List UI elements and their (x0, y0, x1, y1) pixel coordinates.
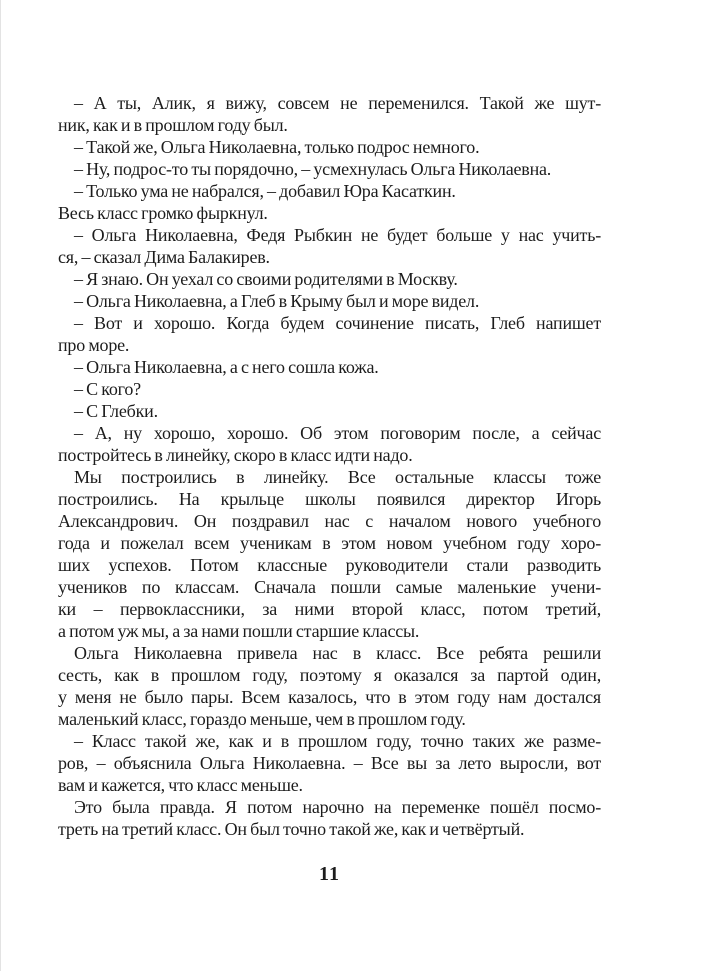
paragraph (58, 290, 601, 312)
text-line: а потом уж мы, а за нами пошли старшие классы. (58, 621, 420, 641)
paragraph (58, 422, 601, 466)
text-line: – Ольга Николаевна, а Глеб в Крыму был и море видел. (74, 291, 480, 311)
text-line: про море. (58, 335, 130, 355)
text-line: – Ольга Николаевна, а с него сошла кожа. (74, 357, 379, 377)
text-line: сесть, как в прошлом году, поэтому я оказался за партой один, (58, 665, 601, 685)
text-line: – Такой же, Ольга Николаевна, только подрос немного. (74, 137, 480, 157)
text-line: учеников по классам. Сначала пошли самые маленькие учени- (58, 577, 601, 597)
text-line: – А ты, Алик, я вижу, совсем не переменился. Такой же шут- (74, 93, 601, 113)
text-line: – С кого? (74, 379, 141, 399)
paragraph (58, 466, 601, 642)
text-line: – Ну, подрос-то ты порядочно, – усмехнулась Ольга Николаевна. (74, 159, 552, 179)
text-line: Весь класс громко фыркнул. (58, 203, 268, 223)
paragraph (58, 202, 601, 224)
paragraph (58, 356, 601, 378)
text-line: – Я знаю. Он уехал со своими родителями в Москву. (74, 269, 458, 289)
text-line: ших успехов. Потом классные руководители стали разводить (58, 555, 601, 575)
text-line: ров, – объяснила Ольга Николаевна. – Все вы за лето выросли, вот (58, 753, 601, 773)
text-block (58, 92, 601, 840)
text-line: – А, ну хорошо, хорошо. Об этом поговорим после, а сейчас (74, 423, 601, 443)
paragraph (58, 224, 601, 268)
text-line: у меня не было пары. Всем казалось, что в этом году нам достался (58, 687, 601, 707)
paragraph (58, 796, 601, 840)
text-line: Это была правда. Я потом нарочно на переменке пошёл посмо- (74, 797, 601, 817)
text-line: – Ольга Николаевна, Федя Рыбкин не будет больше у нас учить- (74, 225, 601, 245)
paragraph (58, 378, 601, 400)
text-line: построились. На крыльце школы появился директор Игорь (58, 489, 601, 509)
paragraph (58, 642, 601, 730)
paragraph (58, 158, 601, 180)
paragraph (58, 180, 601, 202)
paragraph (58, 312, 601, 356)
paragraph (58, 136, 601, 158)
paragraph (58, 400, 601, 422)
text-line: ки – первоклассники, за ними второй класс, потом третий, (58, 599, 601, 619)
text-line: маленький класс, гораздо меньше, чем в прошлом году. (58, 709, 466, 729)
text-line: – Только ума не набрался, – добавил Юра Касаткин. (74, 181, 456, 201)
text-line: – Вот и хорошо. Когда будем сочинение писать, Глеб напишет (74, 313, 601, 333)
text-line: постройтесь в линейку, скоро в класс идти надо. (58, 445, 413, 465)
paragraph (58, 92, 601, 136)
paragraph (58, 730, 601, 796)
text-line: ся, – сказал Дима Балакирев. (58, 247, 270, 267)
text-line: треть на третий класс. Он был точно такой же, как и четвёртый. (58, 819, 525, 839)
paragraph (58, 268, 601, 290)
page-number: 11 (319, 863, 340, 885)
text-line: вам и кажется, что класс меньше. (58, 775, 303, 795)
text-line: ник, как и в прошлом году был. (58, 115, 288, 135)
text-line: Александрович. Он поздравил нас с началом нового учебного (58, 511, 601, 531)
text-line: года и пожелал всем ученикам в этом новом учебном году хоро- (58, 533, 601, 553)
text-line: Мы построились в линейку. Все остальные классы тоже (74, 467, 601, 487)
text-line: – С Глебки. (74, 401, 158, 421)
text-line: Ольга Николаевна привела нас в класс. Все ребята решили (74, 643, 601, 663)
text-line: – Класс такой же, как и в прошлом году, точно таких же разме- (74, 731, 601, 751)
